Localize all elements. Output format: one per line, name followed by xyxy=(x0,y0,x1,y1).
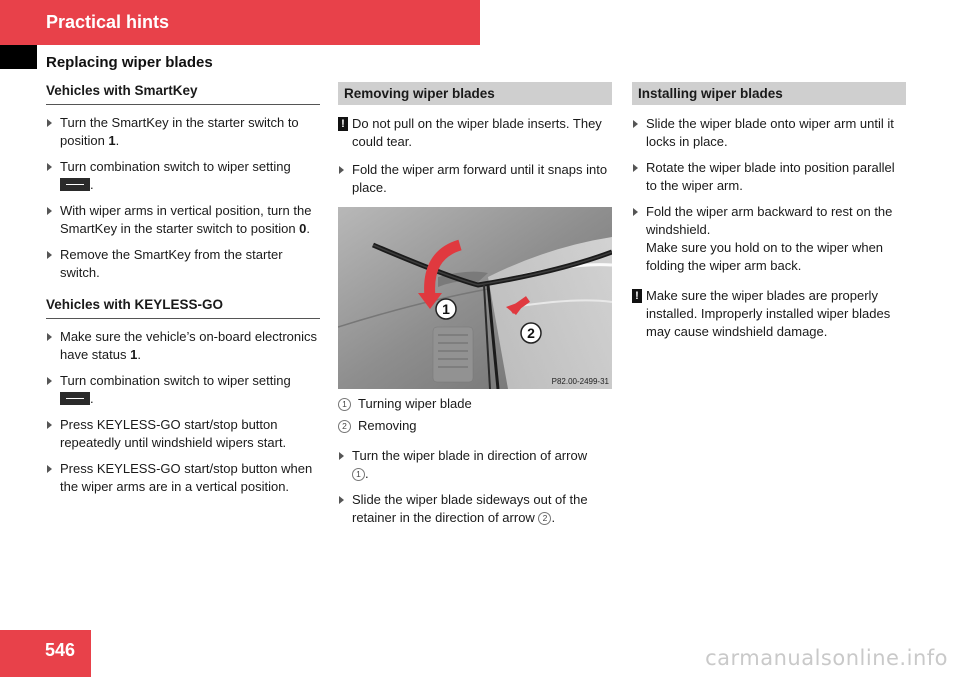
column-removing xyxy=(338,82,612,535)
callout-2: 2 xyxy=(527,325,535,341)
bullet-arrow-icon xyxy=(633,120,638,128)
heading-removing: Removing wiper blades xyxy=(338,82,612,105)
legend-item: 2 Removing xyxy=(338,417,612,435)
step-item: Turn combination switch to wiper setting . xyxy=(46,158,320,194)
step-item: Press KEYLESS-GO start/stop button repeatedly until windshield wipers start. xyxy=(46,416,320,452)
bullet-arrow-icon xyxy=(47,377,52,385)
bullet-arrow-icon xyxy=(47,251,52,259)
step-item: Turn the SmartKey in the starter switch to position 1. xyxy=(46,114,320,150)
figure-code: P82.00-2499-31 xyxy=(551,377,609,386)
legend-item: 1 Turning wiper blade xyxy=(338,395,612,413)
bullet-arrow-icon xyxy=(339,166,344,174)
step-item: Turn combination switch to wiper setting . xyxy=(46,372,320,408)
column-installing xyxy=(632,82,906,351)
page-number-box xyxy=(0,630,91,677)
warning-note: ! Do not pull on the wiper blade inserts. They could tear. xyxy=(338,115,612,151)
step-item: Remove the SmartKey from the starter switch. xyxy=(46,246,320,282)
bullet-arrow-icon xyxy=(339,496,344,504)
step-item: Turn the wiper blade in direction of arrow 1 . xyxy=(338,447,612,483)
step-item: Press KEYLESS-GO start/stop button when the wiper arms are in a vertical position. xyxy=(46,460,320,496)
step-item: Fold the wiper arm forward until it snaps into place. xyxy=(338,161,612,197)
wiper-setting-icon xyxy=(60,178,90,191)
figure-legend xyxy=(338,395,612,435)
column-smartkey xyxy=(46,82,320,504)
warning-icon: ! xyxy=(338,117,348,131)
chapter-title: Practical hints xyxy=(46,12,170,32)
heading-installing: Installing wiper blades xyxy=(632,82,906,105)
callout-1: 1 xyxy=(442,301,450,317)
watermark: carmanualsonline.info xyxy=(705,646,948,670)
bullet-arrow-icon xyxy=(633,208,638,216)
step-item: Slide the wiper blade onto wiper arm until it locks in place. xyxy=(632,115,906,151)
bullet-arrow-icon xyxy=(47,333,52,341)
section-title: Replacing wiper blades xyxy=(46,54,213,71)
step-item: Fold the wiper arm backward to rest on the windshield. Make sure you hold on to the wiper when folding the wiper arm back. xyxy=(632,203,906,275)
bullet-arrow-icon xyxy=(47,207,52,215)
step-item: With wiper arms in vertical position, turn the SmartKey in the starter switch to position 0. xyxy=(46,202,320,238)
step-item: Slide the wiper blade sideways out of the retainer in the direction of arrow 2 . xyxy=(338,491,612,527)
bullet-arrow-icon xyxy=(47,465,52,473)
heading-keyless-go: Vehicles with KEYLESS-GO xyxy=(46,296,320,319)
warning-icon: ! xyxy=(632,289,642,303)
section-marker xyxy=(0,45,37,69)
bullet-arrow-icon xyxy=(47,163,52,171)
step-item: Make sure the vehicle’s on-board electronics have status 1. xyxy=(46,328,320,364)
page-number: 546 xyxy=(45,640,76,660)
wiper-illustration xyxy=(338,207,612,389)
bullet-arrow-icon xyxy=(47,119,52,127)
wiper-setting-icon xyxy=(60,392,90,405)
chapter-header-bar xyxy=(0,0,480,45)
bullet-arrow-icon xyxy=(47,421,52,429)
bullet-arrow-icon xyxy=(633,164,638,172)
warning-note: ! Make sure the wiper blades are properly installed. Improperly installed wiper blades may cause windshield damage. xyxy=(632,287,906,341)
bullet-arrow-icon xyxy=(339,452,344,460)
heading-smartkey: Vehicles with SmartKey xyxy=(46,82,320,105)
step-item: Rotate the wiper blade into position parallel to the wiper arm. xyxy=(632,159,906,195)
